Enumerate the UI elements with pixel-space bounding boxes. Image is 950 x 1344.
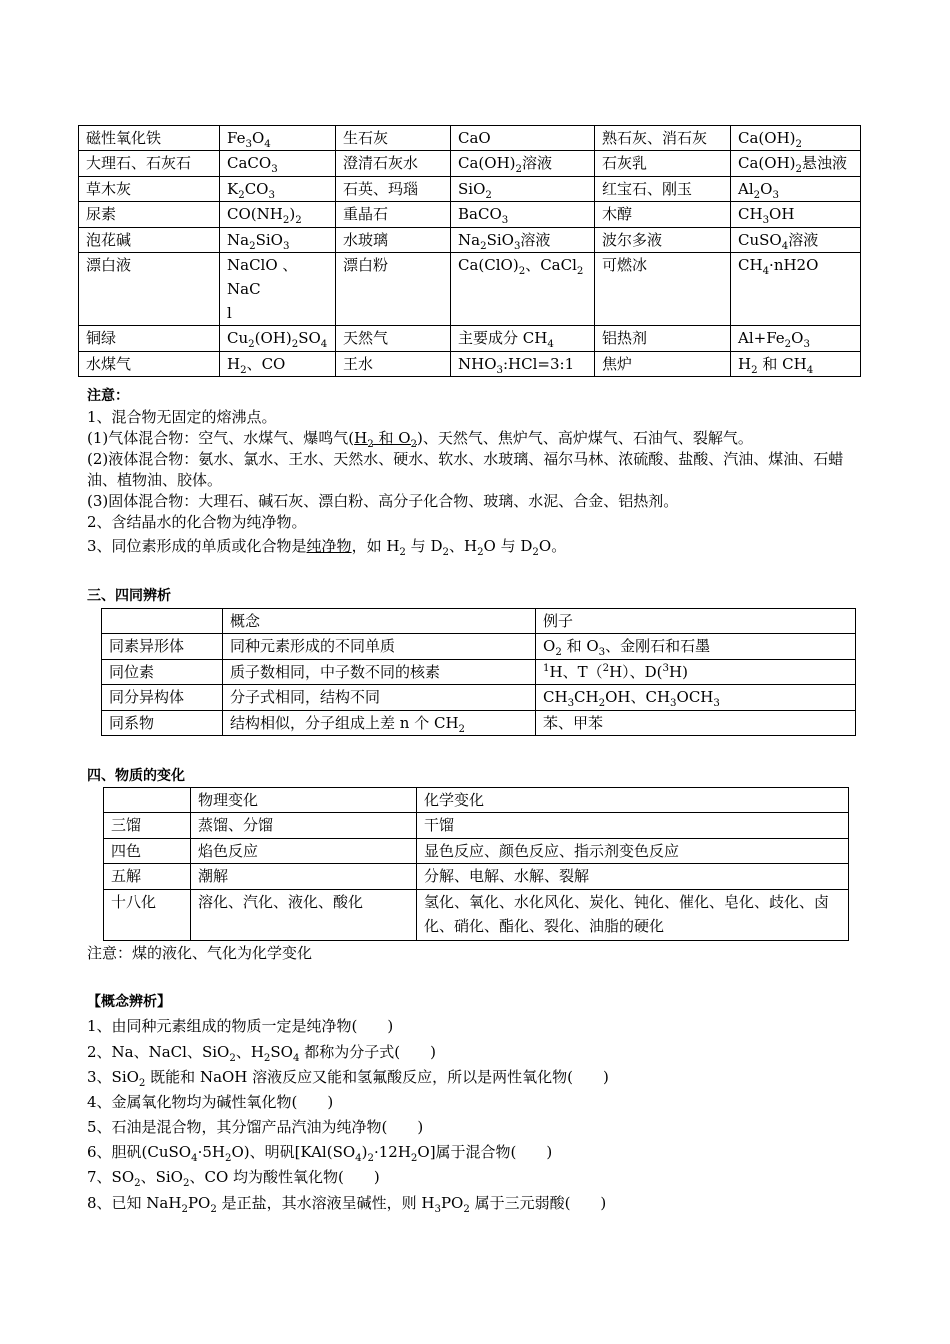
table-cell: 铜绿	[79, 326, 220, 352]
table-cell: 四色	[104, 839, 191, 864]
concept-item: 5、石油是混合物，其分馏产品汽油为纯净物( )	[87, 1118, 424, 1136]
table-cell: 潮解	[191, 864, 417, 890]
table-cell: $Na_2SiO_3$	[220, 228, 336, 253]
table-cell: $Ca(OH)_2$悬浊液	[731, 151, 861, 177]
note-line: 2、含结晶水的化合物为纯净物。	[87, 513, 307, 531]
table-cell: 焦炉	[595, 352, 731, 377]
table-cell: 同系物	[102, 711, 223, 736]
table-cell: $Ca(OH)_2$溶液	[451, 151, 595, 177]
table-cell: 分解、电解、水解、裂解	[417, 864, 849, 890]
table-cell: 三馏	[104, 813, 191, 839]
table-row	[79, 151, 861, 177]
table-cell: 化学变化	[417, 788, 849, 813]
table-cell: 天然气	[336, 326, 451, 352]
table-cell: $Fe_3O_4$	[220, 126, 336, 151]
table-cell: 王水	[336, 352, 451, 377]
table-cell: 石英、玛瑙	[336, 177, 451, 202]
table-cell: 磁性氧化铁	[79, 126, 220, 151]
table-cell: NaClO 、NaC l	[220, 253, 336, 326]
table-row	[79, 202, 861, 228]
table-row	[102, 660, 856, 685]
table-cell: 焰色反应	[191, 839, 417, 864]
concept-item: 7、$SO_2$、SiO$_2$、CO 均为酸性氧化物( )	[87, 1168, 380, 1189]
table-cell: 结构相似，分子组成上差 n 个 $CH_2$	[223, 711, 536, 736]
table-cell: 氢化、氧化、水化风化、炭化、钝化、催化、皂化、歧化、卤化、硝化、酯化、裂化、油脂的硬化	[417, 890, 849, 941]
table-cell: 大理石、石灰石	[79, 151, 220, 177]
concept-item: 6、胆矾$(CuSO_4\cdot 5H_2O)$、明矾$[KAl(SO_4)_2\cdot 12H_2O]$属于混合物( )	[87, 1143, 553, 1164]
table-cell: 漂白液	[79, 253, 220, 326]
table-cell: $Ca(ClO)_2$、CaCl$_2$	[451, 253, 595, 326]
table-cell: 分子式相同，结构不同	[223, 685, 536, 711]
table-cell: 澄清石灰水	[336, 151, 451, 177]
table-cell: $Na_2SiO_3$溶液	[451, 228, 595, 253]
table-row	[104, 839, 849, 864]
table-cell: 显色反应、颜色反应、指示剂变色反应	[417, 839, 849, 864]
concept-item: 3、SiO$_2$ 既能和 NaOH 溶液反应又能和氢氟酸反应，所以是两性氧化物( )	[87, 1068, 609, 1089]
table-cell: 苯、甲苯	[536, 711, 856, 736]
table-cell: CuSO$_4$溶液	[731, 228, 861, 253]
table-cell: 石灰乳	[595, 151, 731, 177]
table-cell: 主要成分 $CH_4$	[451, 326, 595, 352]
table-row	[79, 177, 861, 202]
table-cell: 干馏	[417, 813, 849, 839]
table-row	[79, 253, 861, 326]
section3-title: 三、四同辨析	[87, 588, 171, 604]
table-row	[104, 813, 849, 839]
table-cell	[102, 609, 223, 634]
table-row	[79, 228, 861, 253]
table-row	[79, 326, 861, 352]
note-line: (2)液体混合物：氨水、氯水、王水、天然水、硬水、软水、水玻璃、福尔马林、浓硫酸、盐酸、汽油、煤油、石蜡油、植物油、胶体。	[87, 450, 844, 489]
table-cell: 同素异形体	[102, 634, 223, 660]
concepts-title: 【概念辨析】	[87, 994, 171, 1010]
table-row	[104, 864, 849, 890]
table-cell: BaCO$_3$	[451, 202, 595, 228]
concept-item: 4、金属氧化物均为碱性氧化物( )	[87, 1093, 334, 1111]
table-row	[102, 609, 856, 634]
table-cell: 草木灰	[79, 177, 220, 202]
note-line: 3、同位素形成的单质或化合物是纯净物，如 $H_2$ 与 $D_2$、$H_2O$ 与 $D_2O$。	[87, 537, 567, 558]
table-cell: 概念	[223, 609, 536, 634]
table-cell: 例子	[536, 609, 856, 634]
table-cell: 同种元素形成的不同单质	[223, 634, 536, 660]
table-cell: 生石灰	[336, 126, 451, 151]
table-cell: 木醇	[595, 202, 731, 228]
table-cell: 波尔多液	[595, 228, 731, 253]
table-cell: 水煤气	[79, 352, 220, 377]
common-names-table	[78, 125, 861, 377]
table-cell: $CO(NH_2)_2$	[220, 202, 336, 228]
table-cell	[104, 788, 191, 813]
table-cell: $H_2$ 和 $CH_4$	[731, 352, 861, 377]
table-cell: 熟石灰、消石灰	[595, 126, 731, 151]
changes-table	[103, 787, 849, 941]
table-row	[104, 890, 849, 941]
note-line: 1、混合物无固定的熔沸点。	[87, 408, 277, 426]
table-cell: 物理变化	[191, 788, 417, 813]
table-cell: 十八化	[104, 890, 191, 941]
table-cell: $O_2$ 和 $O_3$、金刚石和石墨	[536, 634, 856, 660]
section4-title: 四、物质的变化	[87, 768, 185, 784]
table-cell: SiO$_2$	[451, 177, 595, 202]
notes-title: 注意：	[87, 388, 129, 404]
table-cell: $CH_3OH$	[731, 202, 861, 228]
table-cell: $Al+Fe_2O_3$	[731, 326, 861, 352]
note-line: (3)固体混合物：大理石、碱石灰、漂白粉、高分子化合物、玻璃、水泥、合金、铝热剂。	[87, 492, 679, 510]
table-row	[79, 126, 861, 151]
table-cell: $CH_3CH_2OH$、$CH_3OCH_3$	[536, 685, 856, 711]
table-cell: CaO	[451, 126, 595, 151]
table-cell: $^1$H、T（$^2$H）、D($^3$H)	[536, 660, 856, 685]
concept-item: 2、Na、NaCl、SiO$_2$、$H_2SO_4$ 都称为分子式( )	[87, 1043, 436, 1064]
table-cell: 泡花碱	[79, 228, 220, 253]
table-cell: 重晶石	[336, 202, 451, 228]
table-cell: 红宝石、刚玉	[595, 177, 731, 202]
table-cell: CaCO$_3$	[220, 151, 336, 177]
concept-item: 1、由同种元素组成的物质一定是纯净物( )	[87, 1017, 394, 1035]
table-cell: $Ca(OH)_2$	[731, 126, 861, 151]
concept-item: 8、已知 $NaH_2PO_2$ 是正盐，其水溶液呈碱性，则 $H_3PO_2$ 属于三元弱酸( )	[87, 1194, 607, 1215]
table-cell: 铝热剂	[595, 326, 731, 352]
table-cell: $H_2$、CO	[220, 352, 336, 377]
table-cell: 溶化、汽化、液化、酸化	[191, 890, 417, 941]
table-cell: 同位素	[102, 660, 223, 685]
table-cell: $K_2CO_3$	[220, 177, 336, 202]
table-row	[79, 352, 861, 377]
table-row	[102, 634, 856, 660]
table-cell: 尿素	[79, 202, 220, 228]
table-row	[102, 685, 856, 711]
table-cell: 水玻璃	[336, 228, 451, 253]
table-cell: 漂白粉	[336, 253, 451, 326]
table-cell: $NHO_3:HCl=3:1$	[451, 352, 595, 377]
section4-note: 注意：煤的液化、气化为化学变化	[87, 944, 313, 962]
four-same-table	[101, 608, 856, 736]
table-row	[104, 788, 849, 813]
table-row	[102, 711, 856, 736]
table-cell: 蒸馏、分馏	[191, 813, 417, 839]
table-cell: 可燃冰	[595, 253, 731, 326]
table-cell: 质子数相同，中子数不同的核素	[223, 660, 536, 685]
note-line: (1)气体混合物：空气、水煤气、爆鸣气($H_2$ 和 $O_2$)、天然气、焦炉气、高炉煤气、石油气、裂解气。	[87, 429, 753, 450]
table-cell: 五解	[104, 864, 191, 890]
table-cell: $Cu_2(OH)_2SO_4$	[220, 326, 336, 352]
table-cell: $Al_2O_3$	[731, 177, 861, 202]
table-cell: 同分异构体	[102, 685, 223, 711]
table-cell: $CH_4\cdot nH2O$	[731, 253, 861, 326]
